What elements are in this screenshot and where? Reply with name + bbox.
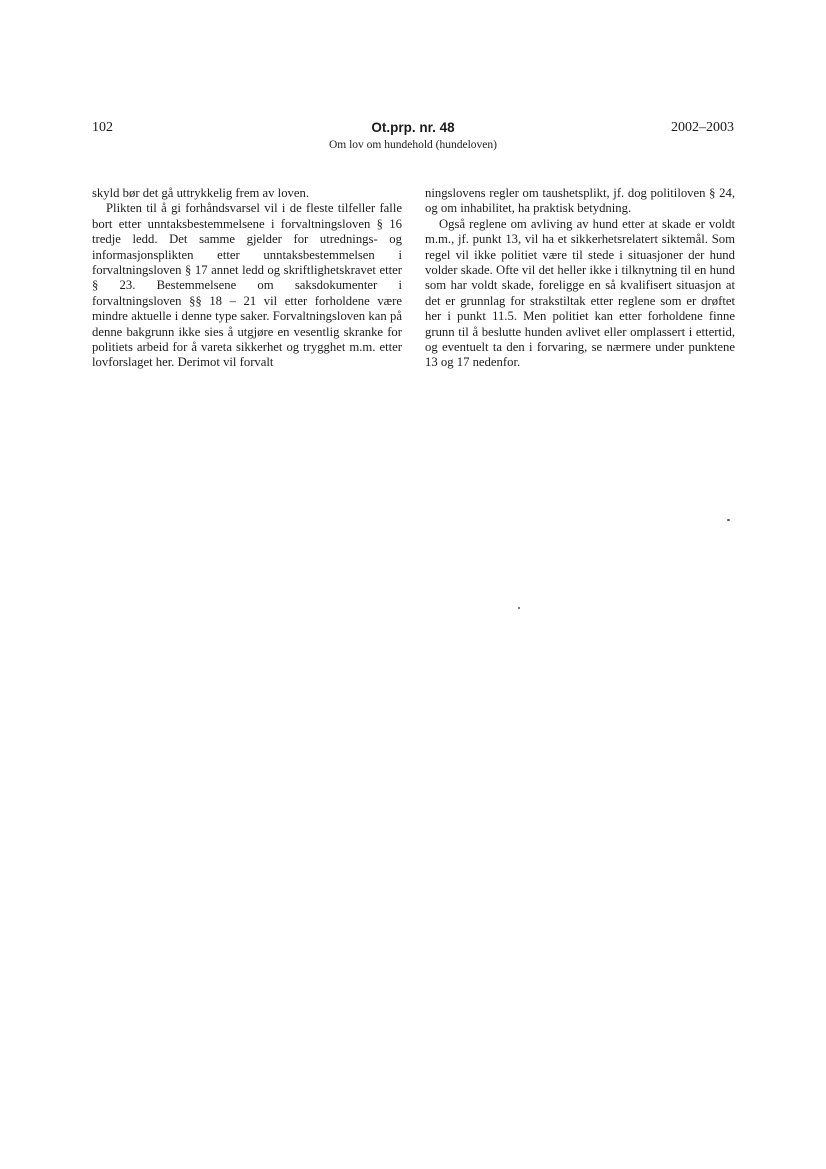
document-title: Ot.prp. nr. 48: [371, 120, 455, 135]
paragraph: Plikten til å gi forhåndsvarsel vil i de fleste tilfeller falle bort etter unntaksbestemmelsene i forvaltningsloven § 16 tredje ledd. Det samme gjelder for utrednings- og informasjonsplikten etter unntaksbestemmelsen i forvaltningsloven § 17 annet ledd og skriftlighetskravet etter § 23. Bestemmelsene om saksdokumenter i forvaltningsloven §§ 18 – 21 vil etter forholdene være mindre aktuelle i denne type saker. Forvaltningsloven kan på denne bakgrunn ikke sies å utgjøre en vesentlig skranke for politiets arbeid for å vareta sikkerhet og trygghet m.m. etter lovforslaget her. Derimot vil forvalt: [92, 201, 402, 370]
right-column: [425, 186, 735, 371]
document-subtitle: Om lov om hundehold (hundeloven): [328, 139, 497, 151]
paragraph: ningslovens regler om taushetsplikt, jf. dog politiloven § 24, og om inhabilitet, ha praktisk betydning.: [425, 186, 735, 216]
scan-speck: [727, 519, 730, 521]
document-year: 2002–2003: [671, 120, 734, 135]
left-column: [92, 186, 402, 371]
paragraph: skyld bør det gå uttrykkelig frem av loven.: [92, 186, 310, 200]
page-number: 102: [92, 120, 113, 135]
scan-speck: [518, 607, 520, 609]
paragraph: Også reglene om avliving av hund etter at skade er voldt m.m., jf. punkt 13, vil ha et sikkerhetsrelatert siktemål. Som regel vil ikke politiet være til stede i situasjoner der hund volder skade. Ofte vil det heller ikke i tilknytning til en hund som har voldt skade, foreligge en så kvalifisert situasjon at det er grunnlag for strakstiltak etter reglene som er drøftet her i punkt 11.5. Men politiet kan etter forholdene finne grunn til å beslutte hunden avlivet eller omplassert i ettertid, og eventuelt ta den i forvaring, se nærmere under punktene 13 og 17 nedenfor.: [425, 216, 735, 370]
